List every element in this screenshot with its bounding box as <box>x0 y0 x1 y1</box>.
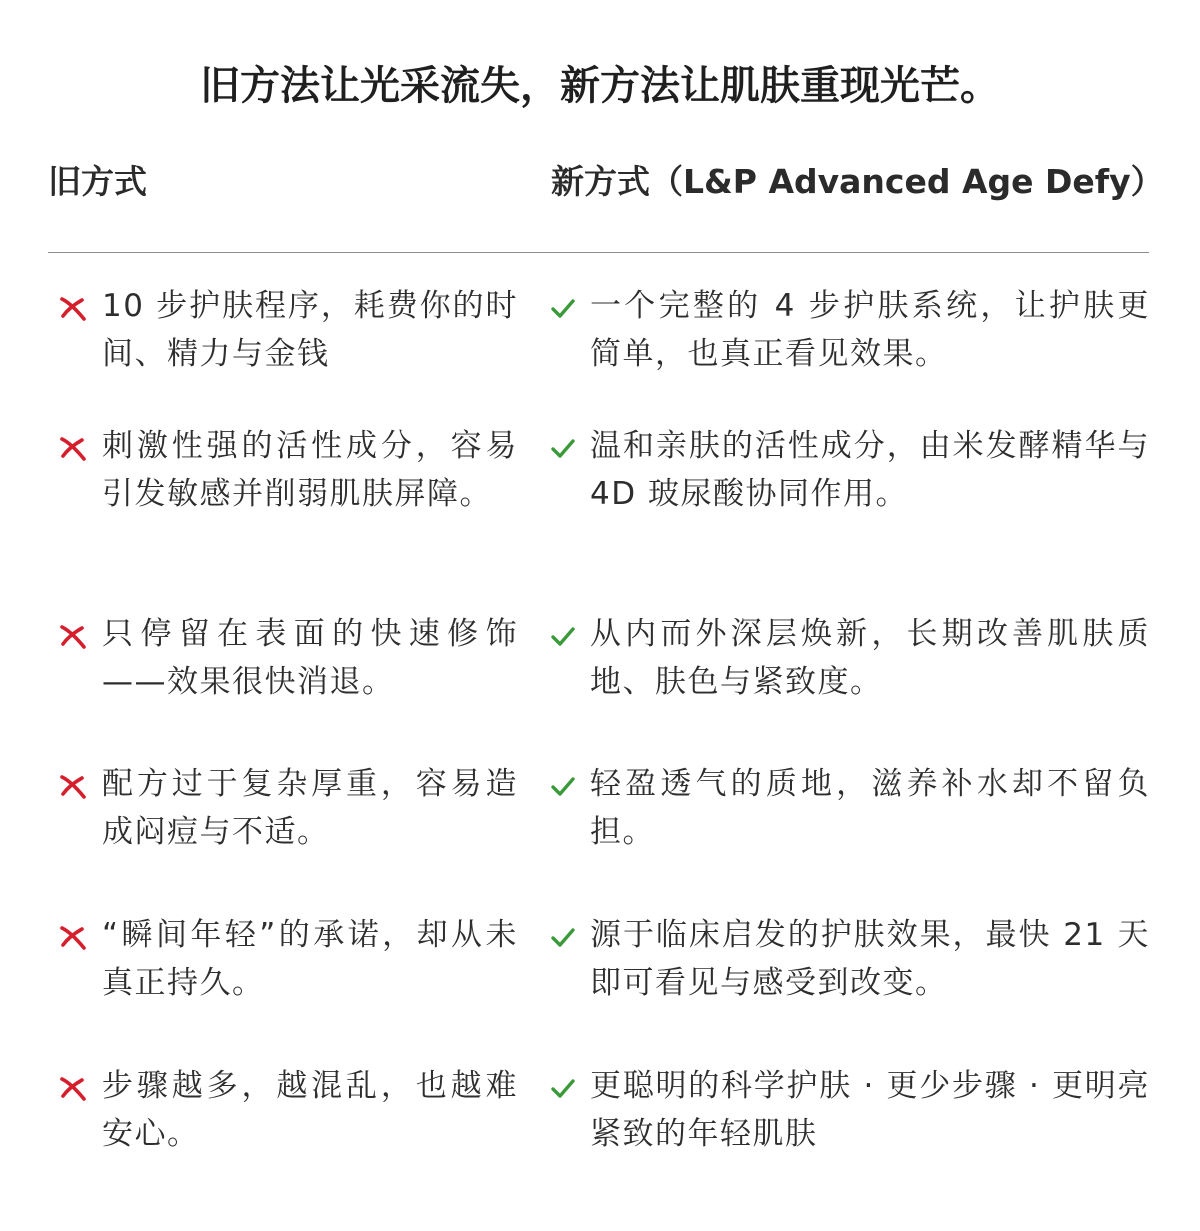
cross-icon <box>58 294 88 324</box>
old-way-item <box>58 1062 518 1158</box>
comparison-row-1 <box>0 282 1200 422</box>
check-icon <box>548 923 578 953</box>
old-way-item <box>58 610 518 706</box>
check-icon <box>548 294 578 324</box>
new-way-text: 轻盈透气的质地，滋养补水却不留负担。 <box>590 766 1150 850</box>
comparison-row-6 <box>0 1062 1200 1202</box>
cross-icon <box>58 1074 88 1104</box>
old-way-text: 刺激性强的活性成分，容易引发敏感并削弱肌肤屏障。 <box>102 428 518 512</box>
old-way-text: “瞬间年轻”的承诺，却从未真正持久。 <box>102 917 518 1001</box>
cross-icon <box>58 923 88 953</box>
new-way-item <box>548 760 1150 856</box>
new-way-text: 温和亲肤的活性成分，由米发酵精华与 4D 玻尿酸协同作用。 <box>590 428 1150 512</box>
check-icon <box>548 772 578 802</box>
new-way-header: 新方式（L&P Advanced Age Defy） <box>551 162 1164 201</box>
comparison-row-3 <box>0 610 1200 750</box>
old-way-text: 配方过于复杂厚重，容易造成闷痘与不适。 <box>102 766 518 850</box>
old-way-item <box>58 282 518 378</box>
new-way-text: 更聪明的科学护肤 · 更少步骤 · 更明亮紧致的年轻肌肤 <box>590 1068 1150 1152</box>
header-divider <box>48 252 1149 253</box>
old-way-header: 旧方式 <box>48 162 147 201</box>
old-way-text: 步骤越多，越混乱，也越难安心。 <box>102 1068 518 1152</box>
new-way-text: 一个完整的 4 步护肤系统，让护肤更简单，也真正看见效果。 <box>590 288 1150 372</box>
old-way-text: 10 步护肤程序，耗费你的时间、精力与金钱 <box>102 288 518 372</box>
cross-icon <box>58 772 88 802</box>
old-way-item <box>58 911 518 1007</box>
new-way-item <box>548 1062 1150 1158</box>
old-way-item <box>58 760 518 856</box>
new-way-text: 源于临床启发的护肤效果，最快 21 天即可看见与感受到改变。 <box>590 917 1150 1001</box>
check-icon <box>548 1074 578 1104</box>
page-title: 旧方法让光采流失，新方法让肌肤重现光芒。 <box>200 62 1000 109</box>
check-icon <box>548 434 578 464</box>
old-way-text: 只停留在表面的快速修饰——效果很快消退。 <box>102 616 518 700</box>
new-way-text: 从内而外深层焕新，长期改善肌肤质地、肤色与紧致度。 <box>590 616 1150 700</box>
cross-icon <box>58 622 88 652</box>
old-way-item <box>58 422 518 518</box>
new-way-item <box>548 911 1150 1007</box>
comparison-row-4 <box>0 760 1200 900</box>
check-icon <box>548 622 578 652</box>
new-way-item <box>548 610 1150 706</box>
new-way-item <box>548 422 1150 518</box>
new-way-item <box>548 282 1150 378</box>
comparison-row-2 <box>0 422 1200 562</box>
cross-icon <box>58 434 88 464</box>
comparison-row-5 <box>0 911 1200 1051</box>
